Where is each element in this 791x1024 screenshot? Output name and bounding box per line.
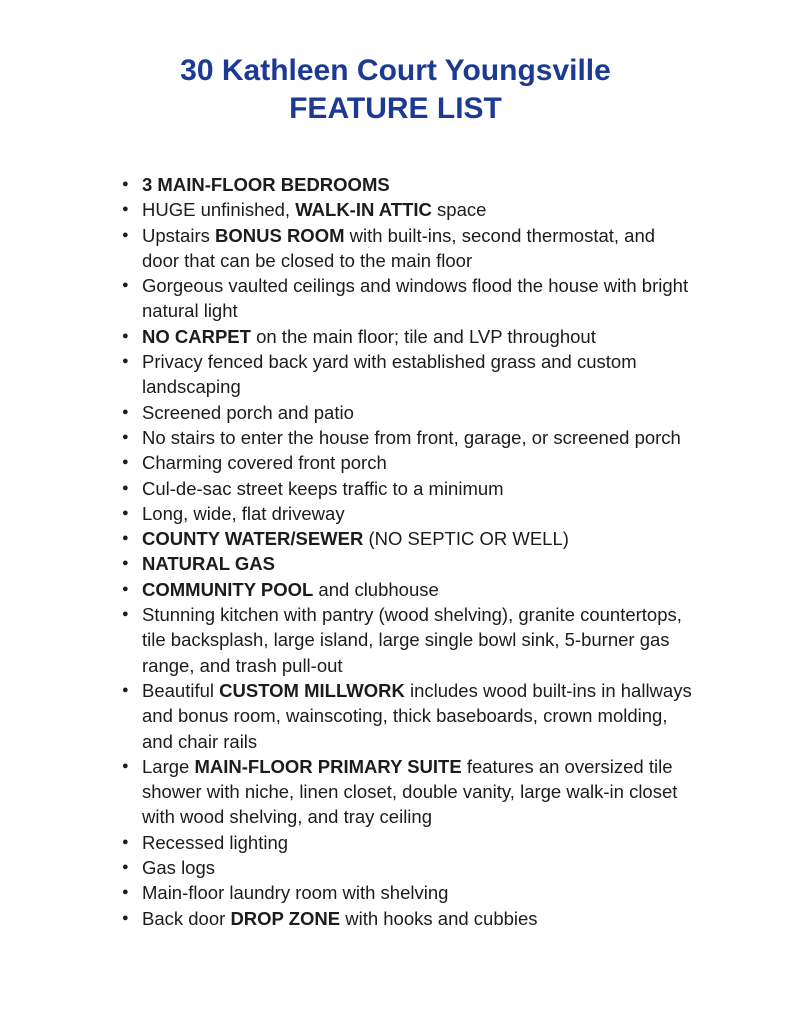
bullet-icon: ● <box>122 861 129 874</box>
bullet-icon: ● <box>122 557 129 570</box>
bullet-icon: ● <box>122 203 129 216</box>
bullet-icon: ● <box>122 329 129 342</box>
list-item <box>122 400 696 425</box>
list-item <box>122 197 696 222</box>
bullet-icon: ● <box>122 911 129 924</box>
list-item-text: Main-floor laundry room with shelving <box>142 882 449 904</box>
bullet-icon: ● <box>122 835 129 848</box>
list-item <box>122 830 696 855</box>
list-item <box>122 577 696 602</box>
list-item <box>122 906 696 931</box>
list-item-text: Privacy fenced back yard with established grass and custom landscaping <box>142 351 637 398</box>
list-item-text: Back door DROP ZONE with hooks and cubbies <box>142 907 538 929</box>
list-item-text: Stunning kitchen with pantry (wood shelving), granite countertops, tile backsplash, large island, large single bowl sink, 5-burner gas range, and trash pull-out <box>142 604 682 676</box>
list-item-text: HUGE unfinished, WALK-IN ATTIC space <box>142 199 487 221</box>
bullet-icon: ● <box>122 456 129 469</box>
bullet-icon: ● <box>122 886 129 899</box>
bullet-icon: ● <box>122 582 129 595</box>
list-item <box>122 526 696 551</box>
bullet-icon: ● <box>122 608 129 621</box>
bullet-icon: ● <box>122 759 129 772</box>
list-item <box>122 425 696 450</box>
bullet-icon: ● <box>122 481 129 494</box>
list-item <box>122 172 696 197</box>
list-item-text: Gas logs <box>142 857 216 879</box>
list-item-text: NATURAL GAS <box>142 553 275 575</box>
bullet-icon: ● <box>122 430 129 443</box>
list-item <box>122 476 696 501</box>
list-item <box>122 754 696 830</box>
list-item-text: Recessed lighting <box>142 831 289 853</box>
list-item-text: Cul-de-sac street keeps traffic to a minimum <box>142 477 504 499</box>
list-item <box>122 349 696 400</box>
list-item <box>122 678 696 754</box>
list-item <box>122 450 696 475</box>
list-item <box>122 855 696 880</box>
bullet-icon: ● <box>122 178 129 190</box>
list-item-text: NO CARPET on the main floor; tile and LVP throughout <box>142 325 596 347</box>
bullet-icon: ● <box>122 355 129 368</box>
list-item <box>122 501 696 526</box>
document-title-line2: FEATURE LIST <box>289 92 502 125</box>
list-item-text: COUNTY WATER/SEWER (NO SEPTIC OR WELL) <box>142 528 569 550</box>
list-item-text: Screened porch and patio <box>142 401 354 423</box>
list-item-text: Beautiful CUSTOM MILLWORK includes wood built-ins in hallways and bonus room, wainscoting, thick baseboards, crown molding, and chair rails <box>142 679 692 752</box>
list-item <box>122 551 696 576</box>
list-item-text: COMMUNITY POOL and clubhouse <box>142 578 439 600</box>
list-item <box>122 273 696 324</box>
list-item-text: Upstairs BONUS ROOM with built-ins, second thermostat, and door that can be closed to the main floor <box>142 224 656 271</box>
list-item <box>122 223 696 274</box>
bullet-icon: ● <box>122 405 129 418</box>
bullet-icon: ● <box>122 683 129 696</box>
list-item <box>122 602 696 678</box>
list-item-text: Large MAIN-FLOOR PRIMARY SUITE features an oversized tile shower with niche, linen closet, double vanity, large walk-in closet with wood shelving, and tray ceiling <box>142 755 678 828</box>
list-item-text: Long, wide, flat driveway <box>142 502 345 524</box>
bullet-icon: ● <box>122 506 129 519</box>
list-item <box>122 880 696 905</box>
list-item-text: Charming covered front porch <box>142 452 387 474</box>
bullet-icon: ● <box>122 532 129 545</box>
bullet-icon: ● <box>122 228 129 241</box>
list-item-text: No stairs to enter the house from front, garage, or screened porch <box>142 426 681 448</box>
document-title-line1: 30 Kathleen Court Youngsville <box>180 54 611 87</box>
list-item-text: 3 MAIN-FLOOR BEDROOMS <box>142 174 390 195</box>
list-item-text: Gorgeous vaulted ceilings and windows flood the house with bright natural light <box>142 275 689 322</box>
document-title <box>0 52 791 128</box>
list-item <box>122 324 696 349</box>
bullet-icon: ● <box>122 279 129 292</box>
feature-list <box>0 172 791 931</box>
